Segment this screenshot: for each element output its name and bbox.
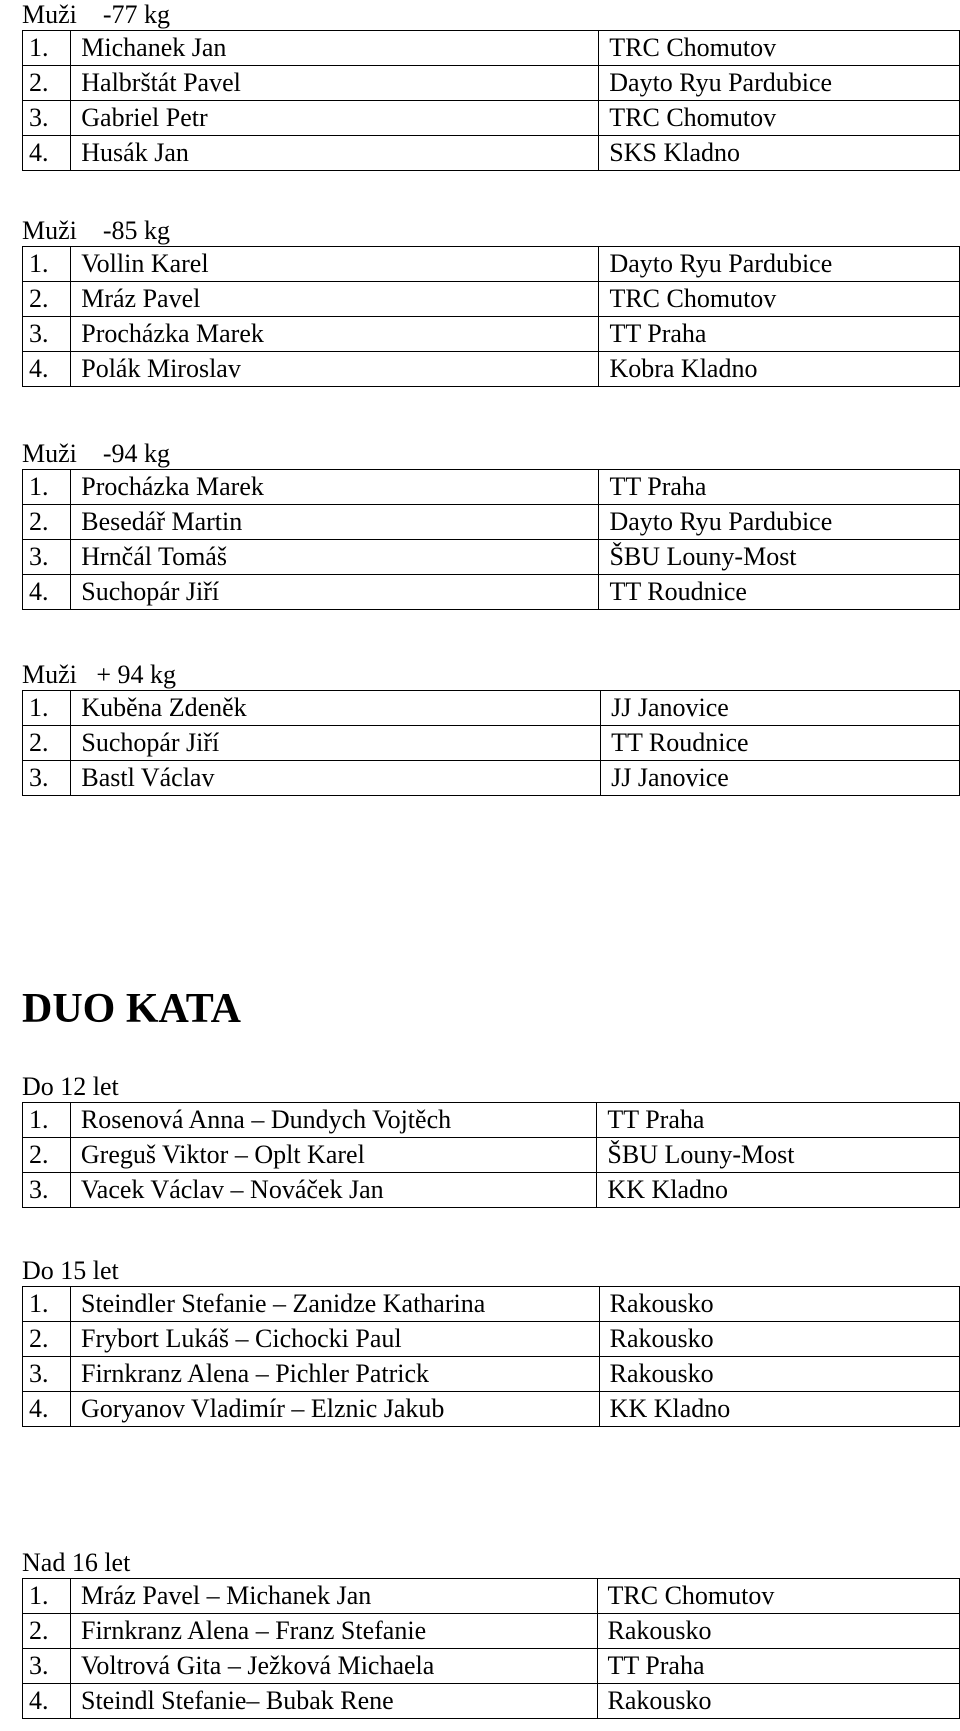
name-cell: Vollin Karel: [71, 247, 599, 282]
table-row: [23, 31, 960, 66]
name-cell: Halbrštát Pavel: [71, 66, 599, 101]
name-cell: Steindl Stefanie– Bubak Rene: [71, 1684, 598, 1719]
table-row: [23, 470, 960, 505]
results-table: [22, 469, 960, 610]
rank-cell: 2.: [23, 726, 71, 761]
club-cell: TT Roudnice: [599, 575, 960, 610]
club-cell: Rakousko: [597, 1684, 960, 1719]
section-heading: Do 12 let: [22, 1072, 119, 1101]
table-row: [23, 761, 960, 796]
table-row: [23, 505, 960, 540]
club-cell: TT Praha: [597, 1103, 960, 1138]
name-cell: Polák Miroslav: [71, 352, 599, 387]
duo-kata-section-do12: [22, 1072, 960, 1208]
club-cell: TRC Chomutov: [599, 282, 960, 317]
table-row: [23, 101, 960, 136]
table-row: [23, 282, 960, 317]
club-cell: Kobra Kladno: [599, 352, 960, 387]
table-row: [23, 247, 960, 282]
rank-cell: 1.: [23, 470, 71, 505]
club-cell: Rakousko: [597, 1614, 960, 1649]
name-cell: Frybort Lukáš – Cichocki Paul: [70, 1322, 599, 1357]
section-heading: Muži -77 kg: [22, 0, 171, 29]
rank-cell: 3.: [23, 1357, 71, 1392]
club-cell: ŠBU Louny-Most: [599, 540, 960, 575]
table-row: [23, 1287, 960, 1322]
rank-cell: 1.: [23, 1103, 71, 1138]
table-row: [23, 1103, 960, 1138]
name-cell: Bastl Václav: [71, 761, 601, 796]
rank-cell: 3.: [23, 1649, 71, 1684]
club-cell: JJ Janovice: [601, 761, 960, 796]
rank-cell: 3.: [23, 540, 71, 575]
results-table: [22, 246, 960, 387]
rank-cell: 2.: [23, 66, 71, 101]
rank-cell: 4.: [23, 1684, 71, 1719]
rank-cell: 3.: [23, 317, 71, 352]
rank-cell: 1.: [23, 1287, 71, 1322]
name-cell: Suchopár Jiří: [71, 575, 599, 610]
rank-cell: 3.: [23, 1173, 71, 1208]
table-row: [23, 575, 960, 610]
club-cell: Rakousko: [599, 1322, 959, 1357]
rank-cell: 1.: [23, 691, 71, 726]
table-row: [23, 1684, 960, 1719]
rank-cell: 1.: [23, 31, 71, 66]
name-cell: Hrnčál Tomáš: [71, 540, 599, 575]
rank-cell: 2.: [23, 282, 71, 317]
rank-cell: 4.: [23, 136, 71, 171]
club-cell: Rakousko: [599, 1357, 959, 1392]
rank-cell: 3.: [23, 101, 71, 136]
club-cell: TT Praha: [599, 470, 960, 505]
name-cell: Mráz Pavel – Michanek Jan: [71, 1579, 598, 1614]
rank-cell: 2.: [23, 505, 71, 540]
club-cell: SKS Kladno: [599, 136, 960, 171]
rank-cell: 4.: [23, 575, 71, 610]
club-cell: TRC Chomutov: [599, 31, 960, 66]
section-heading: Do 15 let: [22, 1256, 119, 1285]
club-cell: TRC Chomutov: [599, 101, 960, 136]
table-row: [23, 317, 960, 352]
club-cell: TT Praha: [599, 317, 960, 352]
rank-cell: 2.: [23, 1322, 71, 1357]
results-section-94kg: [22, 439, 960, 610]
rank-cell: 2.: [23, 1614, 71, 1649]
name-cell: Procházka Marek: [71, 317, 599, 352]
name-cell: Kuběna Zdeněk: [71, 691, 601, 726]
name-cell: Voltrová Gita – Ježková Michaela: [71, 1649, 598, 1684]
results-table: [22, 1578, 960, 1719]
section-heading: Muži + 94 kg: [22, 660, 177, 689]
club-cell: KK Kladno: [599, 1392, 959, 1427]
table-row: [23, 136, 960, 171]
name-cell: Greguš Viktor – Oplt Karel: [70, 1138, 597, 1173]
table-row: [23, 1357, 960, 1392]
name-cell: Besedář Martin: [71, 505, 599, 540]
table-row: [23, 1173, 960, 1208]
duo-kata-section-do15: [22, 1256, 960, 1427]
rank-cell: 4.: [23, 352, 71, 387]
results-table: [22, 1102, 960, 1208]
section-heading: Muži -85 kg: [22, 216, 171, 245]
table-row: [23, 1138, 960, 1173]
table-row: [23, 1614, 960, 1649]
club-cell: Dayto Ryu Pardubice: [599, 247, 960, 282]
name-cell: Rosenová Anna – Dundych Vojtěch: [70, 1103, 597, 1138]
results-section-plus94kg: [22, 660, 960, 796]
club-cell: JJ Janovice: [601, 691, 960, 726]
results-section-77kg: [22, 0, 960, 171]
table-row: [23, 691, 960, 726]
table-row: [23, 726, 960, 761]
table-row: [23, 1322, 960, 1357]
club-cell: KK Kladno: [597, 1173, 960, 1208]
rank-cell: 1.: [23, 247, 71, 282]
table-row: [23, 1392, 960, 1427]
results-table: [22, 30, 960, 171]
results-table: [22, 1286, 960, 1427]
club-cell: ŠBU Louny-Most: [597, 1138, 960, 1173]
section-heading: Muži -94 kg: [22, 439, 171, 468]
table-row: [23, 352, 960, 387]
name-cell: Vacek Václav – Nováček Jan: [70, 1173, 597, 1208]
rank-cell: 3.: [23, 761, 71, 796]
name-cell: Suchopár Jiří: [71, 726, 601, 761]
rank-cell: 1.: [23, 1579, 71, 1614]
results-section-85kg: [22, 216, 960, 387]
club-cell: Dayto Ryu Pardubice: [599, 505, 960, 540]
name-cell: Mráz Pavel: [71, 282, 599, 317]
section-heading: Nad 16 let: [22, 1548, 131, 1577]
club-cell: TT Roudnice: [601, 726, 960, 761]
name-cell: Husák Jan: [71, 136, 599, 171]
name-cell: Firnkranz Alena – Pichler Patrick: [70, 1357, 599, 1392]
club-cell: TT Praha: [597, 1649, 960, 1684]
name-cell: Steindler Stefanie – Zanidze Katharina: [70, 1287, 599, 1322]
duo-kata-section-nad16: [22, 1548, 960, 1719]
name-cell: Procházka Marek: [71, 470, 599, 505]
results-table: [22, 690, 960, 796]
page-title: DUO KATA: [22, 986, 241, 1032]
club-cell: Rakousko: [599, 1287, 959, 1322]
rank-cell: 2.: [23, 1138, 71, 1173]
table-row: [23, 540, 960, 575]
name-cell: Firnkranz Alena – Franz Stefanie: [71, 1614, 598, 1649]
rank-cell: 4.: [23, 1392, 71, 1427]
club-cell: Dayto Ryu Pardubice: [599, 66, 960, 101]
name-cell: Michanek Jan: [71, 31, 599, 66]
club-cell: TRC Chomutov: [597, 1579, 960, 1614]
name-cell: Gabriel Petr: [71, 101, 599, 136]
name-cell: Goryanov Vladimír – Elznic Jakub: [70, 1392, 599, 1427]
table-row: [23, 1649, 960, 1684]
table-row: [23, 66, 960, 101]
table-row: [23, 1579, 960, 1614]
